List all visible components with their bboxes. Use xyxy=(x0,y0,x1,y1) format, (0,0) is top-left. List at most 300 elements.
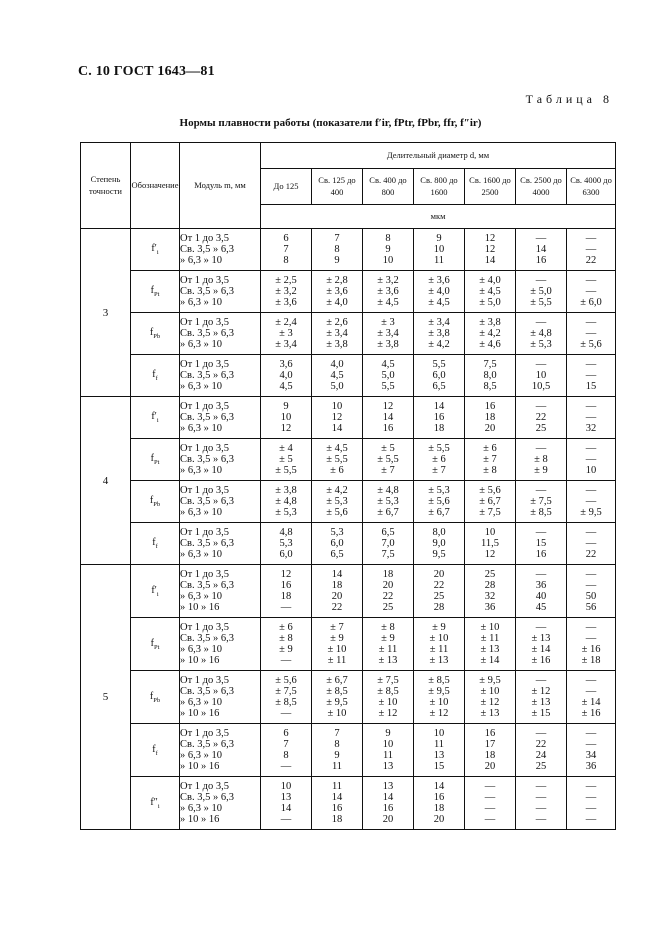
tolerance-value: 22 xyxy=(535,411,547,423)
tolerance-value: ± 5,5 xyxy=(530,297,552,309)
tolerance-value: — xyxy=(585,738,597,750)
module-cell xyxy=(180,724,261,777)
tolerance-value: ± 3,6 xyxy=(275,297,297,309)
tolerance-value: ± 7,5 xyxy=(275,685,297,697)
tolerance-value: 18 xyxy=(382,568,394,580)
table-row xyxy=(81,565,616,618)
tolerance-value: 13 xyxy=(433,750,445,761)
tolerance-value: ± 8 xyxy=(483,465,497,477)
tolerance-value: 32 xyxy=(484,591,496,602)
tolerance-value: — xyxy=(585,232,597,244)
tolerance-value: — xyxy=(535,814,547,826)
value-cell xyxy=(261,439,312,481)
table-row xyxy=(81,271,616,313)
value-cell xyxy=(465,565,516,618)
value-cell xyxy=(363,565,414,618)
tolerance-value: ± 8,5 xyxy=(377,685,399,697)
module-range: От 1 до 3,5 xyxy=(180,727,230,739)
tolerance-value: — xyxy=(535,442,547,454)
designation-cell xyxy=(131,481,180,523)
value-cell xyxy=(465,229,516,271)
module-cell xyxy=(180,355,261,397)
tolerance-value: — xyxy=(535,621,547,633)
value-cell xyxy=(414,523,465,565)
tolerance-value: 18 xyxy=(433,423,445,435)
col-header-diameter: До 125 xyxy=(261,169,312,205)
tolerance-value: ± 9,5 xyxy=(326,697,348,708)
designation-symbol: f xyxy=(149,690,154,702)
value-cell xyxy=(414,229,465,271)
value-cell xyxy=(363,618,414,671)
designation-symbol: f′ xyxy=(151,584,157,596)
tolerance-value: ± 3,8 xyxy=(479,316,501,328)
value-cell xyxy=(567,777,616,830)
tolerance-value: 5,5 xyxy=(432,358,446,370)
tolerance-value: 22 xyxy=(585,549,597,561)
tolerance-value: — xyxy=(585,727,597,739)
module-cell xyxy=(180,229,261,271)
designation-symbol: f xyxy=(152,537,156,548)
tolerance-value: 16 xyxy=(331,803,343,814)
value-cell xyxy=(465,671,516,724)
tolerance-value: 18 xyxy=(331,579,343,591)
designation-symbol: f′ xyxy=(151,411,157,422)
tolerance-value: — xyxy=(585,674,597,686)
designation-subscript: Pb xyxy=(153,333,161,340)
table-row xyxy=(81,481,616,523)
tolerance-value: ± 6,7 xyxy=(479,495,501,507)
tolerance-value: 4,0 xyxy=(279,369,293,381)
module-range: » 10 » 16 xyxy=(180,814,220,826)
module-range: » 6,3 » 10 xyxy=(180,803,222,814)
designation-cell xyxy=(131,671,180,724)
table-row xyxy=(81,355,616,397)
value-cell xyxy=(261,724,312,777)
tolerance-value: 22 xyxy=(433,579,445,591)
designation-symbol: f″ xyxy=(150,796,158,808)
tolerance-value: 8,5 xyxy=(483,381,497,393)
tolerance-value: — xyxy=(585,526,597,538)
table-number: Таблица 8 xyxy=(525,92,613,106)
designation-cell xyxy=(131,355,180,397)
tolerance-value: ± 4 xyxy=(279,442,293,454)
value-cell xyxy=(516,439,567,481)
tolerance-value: — xyxy=(585,803,597,814)
tolerance-value: 34 xyxy=(585,750,597,761)
tolerance-value: 10 xyxy=(484,526,496,538)
tolerance-value: 40 xyxy=(535,591,547,602)
tolerance-value: 11 xyxy=(331,780,343,792)
value-cell xyxy=(414,355,465,397)
tolerance-value: — xyxy=(535,803,547,814)
designation-cell xyxy=(131,523,180,565)
tolerance-value: 10 xyxy=(535,369,547,381)
tolerance-value: 16 xyxy=(280,579,292,591)
value-cell xyxy=(567,271,616,313)
value-cell xyxy=(312,565,363,618)
tolerance-value: ± 3,4 xyxy=(377,327,399,339)
tolerance-value: 4,5 xyxy=(381,358,395,370)
tolerance-value: 15 xyxy=(433,761,445,773)
module-range: » 6,3 » 10 xyxy=(180,255,222,267)
value-cell xyxy=(567,229,616,271)
module-range: От 1 до 3,5 xyxy=(180,484,230,496)
degree-cell: 3 xyxy=(81,229,131,397)
value-cell xyxy=(465,271,516,313)
tolerance-value: 14 xyxy=(331,423,343,435)
tolerance-value: — xyxy=(535,316,547,328)
value-cell xyxy=(261,355,312,397)
tolerance-value: ± 8 xyxy=(534,453,548,465)
designation-subscript: i xyxy=(156,417,159,424)
designation-cell xyxy=(131,777,180,830)
tolerance-value: 13 xyxy=(382,780,394,792)
tolerance-value: 45 xyxy=(535,602,547,614)
tolerance-value: 12 xyxy=(331,411,343,423)
tolerance-value: ± 3,8 xyxy=(326,339,348,351)
tolerance-value: 22 xyxy=(585,255,597,267)
tolerance-value: — xyxy=(280,761,292,773)
tolerance-value: 7,5 xyxy=(381,549,395,561)
tolerance-value: ± 10 xyxy=(480,685,500,697)
tolerance-value: ± 5,5 xyxy=(428,442,450,454)
tolerance-value: ± 10 xyxy=(327,708,347,720)
module-range: » 6,3 » 10 xyxy=(180,381,222,393)
tolerance-value: 9,5 xyxy=(432,549,446,561)
tolerance-value: ± 3,6 xyxy=(377,285,399,297)
tolerance-value: 8 xyxy=(334,738,340,750)
tolerance-value: 20 xyxy=(433,814,445,826)
value-cell xyxy=(567,565,616,618)
tolerance-value: 56 xyxy=(585,602,597,614)
tolerance-value: ± 5,3 xyxy=(530,339,552,351)
tolerance-value: ± 4,0 xyxy=(479,274,501,286)
module-range: Св. 3,5 » 6,3 xyxy=(180,579,234,591)
tolerance-value: ± 3,8 xyxy=(377,339,399,351)
designation-symbol: f xyxy=(150,285,154,296)
tolerance-value: ± 8 xyxy=(381,621,395,633)
tolerance-value: 7,0 xyxy=(381,537,395,549)
value-cell xyxy=(363,271,414,313)
tolerance-value: 18 xyxy=(484,411,496,423)
module-range: От 1 до 3,5 xyxy=(180,400,230,412)
tolerance-value: 22 xyxy=(382,591,394,602)
module-range: От 1 до 3,5 xyxy=(180,526,230,538)
tolerance-value: ± 9,5 xyxy=(580,507,602,519)
module-range: » 6,3 » 10 xyxy=(180,644,222,655)
tolerance-value: 9 xyxy=(283,400,289,412)
tolerance-value: 10 xyxy=(382,738,394,750)
module-cell xyxy=(180,271,261,313)
tolerance-value: — xyxy=(585,442,597,454)
tolerance-value: ± 2,8 xyxy=(326,274,348,286)
tolerance-value: ± 4,5 xyxy=(377,297,399,309)
module-cell xyxy=(180,439,261,481)
value-cell xyxy=(414,481,465,523)
col-header-degree: Степень точности xyxy=(81,143,131,229)
tolerance-value: 11 xyxy=(433,255,445,267)
value-cell xyxy=(261,618,312,671)
value-cell xyxy=(312,618,363,671)
value-cell xyxy=(465,618,516,671)
module-range: » 10 » 16 xyxy=(180,708,220,720)
designation-symbol: f′ xyxy=(151,243,157,254)
tolerance-value: 7 xyxy=(283,738,289,750)
table-row xyxy=(81,313,616,355)
designation-cell xyxy=(131,397,180,439)
value-cell xyxy=(363,397,414,439)
tolerance-value: 17 xyxy=(484,738,496,750)
tolerance-value: — xyxy=(535,674,547,686)
tolerance-value: 20 xyxy=(484,423,496,435)
module-range: » 6,3 » 10 xyxy=(180,549,222,561)
tolerance-value: 16 xyxy=(535,255,547,267)
tolerance-value: ± 16 xyxy=(581,708,601,720)
value-cell xyxy=(567,439,616,481)
tolerance-value: — xyxy=(280,814,292,826)
tolerance-value: ± 8,5 xyxy=(428,674,450,686)
tolerance-value: ± 5,5 xyxy=(275,465,297,477)
value-cell xyxy=(465,481,516,523)
tolerance-value: 12 xyxy=(382,400,394,412)
tolerance-value: 14 xyxy=(331,791,343,803)
tolerance-value: ± 5,3 xyxy=(275,507,297,519)
tolerance-value: 7 xyxy=(334,232,340,244)
value-cell xyxy=(516,481,567,523)
value-cell xyxy=(312,397,363,439)
tolerance-value: ± 14 xyxy=(581,697,601,708)
value-cell xyxy=(567,618,616,671)
tolerance-value: ± 16 xyxy=(531,655,551,667)
value-cell xyxy=(312,229,363,271)
tolerance-value: ± 8 xyxy=(279,632,293,644)
value-cell xyxy=(261,671,312,724)
tolerance-value: 6,0 xyxy=(330,537,344,549)
tolerance-value: ± 5,3 xyxy=(326,495,348,507)
table-body xyxy=(81,229,616,830)
module-range: » 10 » 16 xyxy=(180,655,220,667)
tolerance-value: 4,5 xyxy=(330,369,344,381)
tolerance-value: 6,0 xyxy=(432,369,446,381)
tolerance-value: ± 6,7 xyxy=(428,507,450,519)
tolerance-value: 8 xyxy=(283,255,289,267)
module-cell xyxy=(180,618,261,671)
module-range: Св. 3,5 » 6,3 xyxy=(180,453,234,465)
table-row xyxy=(81,397,616,439)
tolerance-value: 8 xyxy=(334,243,340,255)
tolerance-value: 25 xyxy=(382,602,394,614)
tolerance-value: ± 12 xyxy=(480,697,500,708)
tolerance-value: — xyxy=(585,495,597,507)
tolerance-value: 5,0 xyxy=(381,369,395,381)
degree-cell: 5 xyxy=(81,565,131,830)
tolerance-value: ± 10 xyxy=(378,697,398,708)
value-cell xyxy=(516,397,567,439)
tolerance-value: 5,3 xyxy=(330,526,344,538)
tolerance-value: 22 xyxy=(331,602,343,614)
tolerance-value: ± 18 xyxy=(581,655,601,667)
designation-symbol: f xyxy=(150,637,154,649)
tolerance-value: — xyxy=(484,780,496,792)
tolerance-value: ± 9,5 xyxy=(428,685,450,697)
value-cell xyxy=(312,439,363,481)
tolerance-value: 16 xyxy=(382,803,394,814)
tolerance-value: ± 11 xyxy=(429,644,449,655)
table-row xyxy=(81,229,616,271)
tolerance-value: 13 xyxy=(382,761,394,773)
tolerance-value: 14 xyxy=(331,568,343,580)
designation-cell xyxy=(131,724,180,777)
tolerance-value: ± 11 xyxy=(378,644,398,655)
value-cell xyxy=(312,271,363,313)
module-range: » 10 » 16 xyxy=(180,602,220,614)
value-cell xyxy=(414,671,465,724)
tolerance-value: 6,5 xyxy=(432,381,446,393)
value-cell xyxy=(465,397,516,439)
tolerance-value: — xyxy=(585,243,597,255)
designation-subscript: Pb xyxy=(153,501,161,508)
designation-symbol: f xyxy=(152,743,156,755)
tolerance-value: ± 4,5 xyxy=(428,297,450,309)
tolerance-value: 14 xyxy=(433,400,445,412)
tolerance-value: — xyxy=(585,621,597,633)
table-title: Нормы плавности работы (показатели f′ir, fPtr, fPbr, ffr, f″ir) xyxy=(179,117,482,129)
tolerance-value: ± 7,5 xyxy=(479,507,501,519)
tolerance-value: ± 3,2 xyxy=(377,274,399,286)
tolerance-value: — xyxy=(585,285,597,297)
tolerance-value: 15 xyxy=(585,381,597,393)
value-cell xyxy=(414,397,465,439)
tolerance-value: 4,0 xyxy=(330,358,344,370)
value-cell xyxy=(516,618,567,671)
value-cell xyxy=(465,724,516,777)
tolerance-value: ± 5,6 xyxy=(326,507,348,519)
col-header-diameter: Св. 2500 до 4000 xyxy=(516,169,567,205)
col-header-diameter: Св. 4000 до 6300 xyxy=(567,169,616,205)
tolerance-value: ± 13 xyxy=(429,655,449,667)
designation-symbol: f xyxy=(152,369,156,380)
tolerance-value: ± 6 xyxy=(432,453,446,465)
tolerance-value: 12 xyxy=(484,549,496,561)
tolerance-value: 28 xyxy=(433,602,445,614)
module-range: От 1 до 3,5 xyxy=(180,274,230,286)
col-header-diameter-group: Делительный диаметр d, мм xyxy=(261,143,616,169)
tolerance-value: ± 14 xyxy=(531,644,551,655)
tolerance-value: 16 xyxy=(382,423,394,435)
value-cell xyxy=(363,724,414,777)
value-cell xyxy=(414,777,465,830)
designation-subscript: f xyxy=(155,375,158,382)
tolerance-value: 6,5 xyxy=(330,549,344,561)
tolerance-value: ± 5,0 xyxy=(530,285,552,297)
tolerance-value: ± 15 xyxy=(531,708,551,720)
tolerance-value: 9 xyxy=(334,750,340,761)
tolerance-value: — xyxy=(585,369,597,381)
table-row xyxy=(81,523,616,565)
tolerance-value: 4,8 xyxy=(279,526,293,538)
col-header-diameter: Св. 125 до 400 xyxy=(312,169,363,205)
tolerance-value: — xyxy=(585,453,597,465)
designation-cell xyxy=(131,229,180,271)
norms-table xyxy=(80,142,616,830)
module-range: От 1 до 3,5 xyxy=(180,780,230,792)
tolerance-value: ± 5,3 xyxy=(377,495,399,507)
tolerance-value: — xyxy=(280,602,292,614)
value-cell xyxy=(414,724,465,777)
tolerance-value: ± 4,2 xyxy=(326,484,348,496)
tolerance-value: — xyxy=(280,708,292,720)
value-cell xyxy=(465,355,516,397)
value-cell xyxy=(516,523,567,565)
tolerance-value: 36 xyxy=(585,761,597,773)
value-cell xyxy=(363,355,414,397)
value-cell xyxy=(516,355,567,397)
col-header-diameter: Св. 1600 до 2500 xyxy=(465,169,516,205)
tolerance-value: 9 xyxy=(385,727,391,739)
tolerance-value: 5,0 xyxy=(330,381,344,393)
tolerance-value: 10 xyxy=(280,780,292,792)
tolerance-value: ± 4,8 xyxy=(530,327,552,339)
module-cell xyxy=(180,777,261,830)
tolerance-value: 16 xyxy=(433,791,445,803)
tolerance-value: ± 5,5 xyxy=(377,453,399,465)
tolerance-value: ± 4,2 xyxy=(428,339,450,351)
tolerance-value: ± 9 xyxy=(279,644,293,655)
tolerance-value: 25 xyxy=(535,761,547,773)
tolerance-value: ± 7 xyxy=(381,465,395,477)
tolerance-value: 11 xyxy=(331,761,343,773)
module-cell xyxy=(180,565,261,618)
tolerance-value: — xyxy=(535,780,547,792)
col-header-diameter: Св. 800 до 1600 xyxy=(414,169,465,205)
tolerance-value: — xyxy=(585,327,597,339)
tolerance-value: ± 5,0 xyxy=(479,297,501,309)
tolerance-value: ± 13 xyxy=(480,644,500,655)
value-cell xyxy=(567,523,616,565)
tolerance-value: 8,0 xyxy=(483,369,497,381)
tolerance-value: ± 7 xyxy=(483,453,497,465)
module-cell xyxy=(180,313,261,355)
tolerance-value: 18 xyxy=(331,814,343,826)
table-row xyxy=(81,618,616,671)
tolerance-value: ± 4,5 xyxy=(326,442,348,454)
designation-subscript: i xyxy=(156,590,159,598)
tolerance-value: 3,6 xyxy=(279,358,293,370)
tolerance-value: 12 xyxy=(484,232,496,244)
tolerance-value: ± 2,6 xyxy=(326,316,348,328)
module-range: Св. 3,5 » 6,3 xyxy=(180,537,234,549)
designation-subscript: i xyxy=(156,249,159,256)
tolerance-value: ± 9 xyxy=(432,621,446,633)
value-cell xyxy=(465,523,516,565)
value-cell xyxy=(567,724,616,777)
tolerance-value: ± 12 xyxy=(378,708,398,720)
tolerance-value: 12 xyxy=(280,568,292,580)
designation-subscript: Pt xyxy=(153,459,160,466)
module-cell xyxy=(180,481,261,523)
tolerance-value: 32 xyxy=(585,423,597,435)
tolerance-value: ± 9 xyxy=(534,465,548,477)
module-range: » 6,3 » 10 xyxy=(180,750,222,761)
tolerance-value: — xyxy=(535,358,547,370)
module-range: От 1 до 3,5 xyxy=(180,358,230,370)
module-cell xyxy=(180,397,261,439)
tolerance-value: — xyxy=(585,780,597,792)
tolerance-value: — xyxy=(585,274,597,286)
value-cell xyxy=(516,777,567,830)
tolerance-value: ± 5 xyxy=(381,442,395,454)
module-range: » 6,3 » 10 xyxy=(180,423,222,435)
